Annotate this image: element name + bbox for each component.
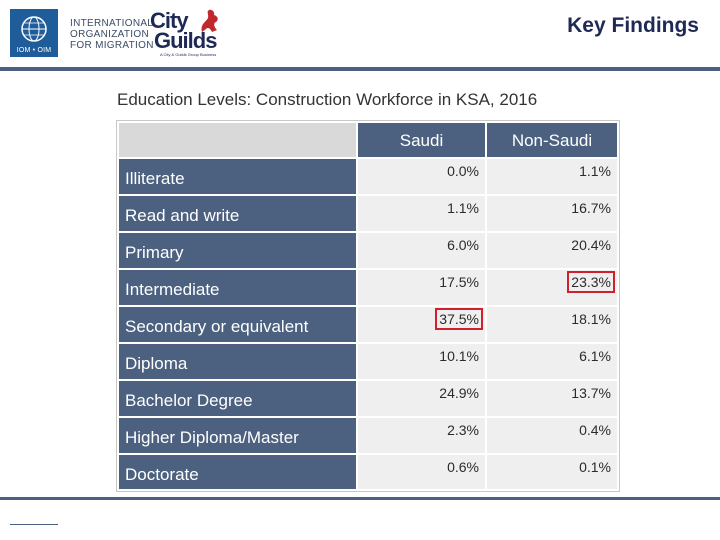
non-saudi-value <box>487 196 617 231</box>
value-text: 2.3% <box>447 422 479 438</box>
value-text: 0.6% <box>447 459 479 475</box>
non-saudi-value <box>487 418 617 453</box>
saudi-value <box>358 455 485 489</box>
non-saudi-value <box>487 233 617 268</box>
iom-name-line: INTERNATIONAL <box>70 18 154 29</box>
highlighted-value-text: 23.3% <box>567 271 615 293</box>
header-divider <box>0 67 720 71</box>
highlighted-value-text: 37.5% <box>435 308 483 330</box>
footer-divider <box>0 497 720 500</box>
city-and-guilds-logo <box>148 6 220 58</box>
value-text: 0.4% <box>579 422 611 438</box>
page-title: Key Findings <box>567 14 699 37</box>
table-title: Education Levels: Construction Workforce in KSA, 2016 <box>117 90 538 109</box>
non-saudi-value <box>487 307 617 342</box>
row-label: Higher Diploma/Master <box>119 418 356 453</box>
cg-tagline: A City & Guilds Group Business <box>160 52 217 57</box>
row-label: Bachelor Degree <box>119 381 356 416</box>
value-text: 10.1% <box>439 348 479 364</box>
column-header-non-saudi: Non-Saudi <box>487 123 617 157</box>
iom-logo-text: IOM • OIM <box>16 47 52 54</box>
saudi-value-highlighted <box>358 307 485 342</box>
globe-icon <box>20 15 48 43</box>
row-label: Diploma <box>119 344 356 379</box>
value-text: 6.0% <box>447 237 479 253</box>
row-label: Read and write <box>119 196 356 231</box>
value-text: 17.5% <box>439 274 479 290</box>
iom-logo <box>10 9 58 57</box>
non-saudi-value-highlighted <box>487 270 617 305</box>
saudi-value <box>358 159 485 194</box>
value-text: 0.1% <box>579 459 611 475</box>
cg-guilds-text: Guilds <box>154 28 217 53</box>
value-text: 20.4% <box>571 237 611 253</box>
dragon-icon <box>198 8 220 34</box>
row-label: Secondary or equivalent <box>119 307 356 342</box>
header-blank-cell <box>119 123 356 157</box>
row-label: Intermediate <box>119 270 356 305</box>
value-text: 24.9% <box>439 385 479 401</box>
saudi-value <box>358 233 485 268</box>
value-text: 6.1% <box>579 348 611 364</box>
value-text: 0.0% <box>447 163 479 179</box>
non-saudi-value <box>487 455 617 489</box>
education-table <box>116 120 620 492</box>
value-text: 18.1% <box>571 311 611 327</box>
iom-name-line: FOR MIGRATION <box>70 40 154 51</box>
value-text: 1.1% <box>447 200 479 216</box>
non-saudi-value <box>487 344 617 379</box>
footer-accent-line <box>10 524 58 525</box>
non-saudi-value <box>487 381 617 416</box>
saudi-value <box>358 344 485 379</box>
row-label: Doctorate <box>119 455 356 489</box>
cg-city-text: City <box>150 8 188 33</box>
iom-name-line: ORGANIZATION <box>70 29 149 40</box>
saudi-value <box>358 196 485 231</box>
row-label: Illiterate <box>119 159 356 194</box>
value-text: 13.7% <box>571 385 611 401</box>
non-saudi-value <box>487 159 617 194</box>
saudi-value <box>358 381 485 416</box>
row-label: Primary <box>119 233 356 268</box>
iom-name <box>70 18 154 51</box>
saudi-value <box>358 418 485 453</box>
value-text: 16.7% <box>571 200 611 216</box>
value-text: 1.1% <box>579 163 611 179</box>
column-header-saudi: Saudi <box>358 123 485 157</box>
saudi-value <box>358 270 485 305</box>
